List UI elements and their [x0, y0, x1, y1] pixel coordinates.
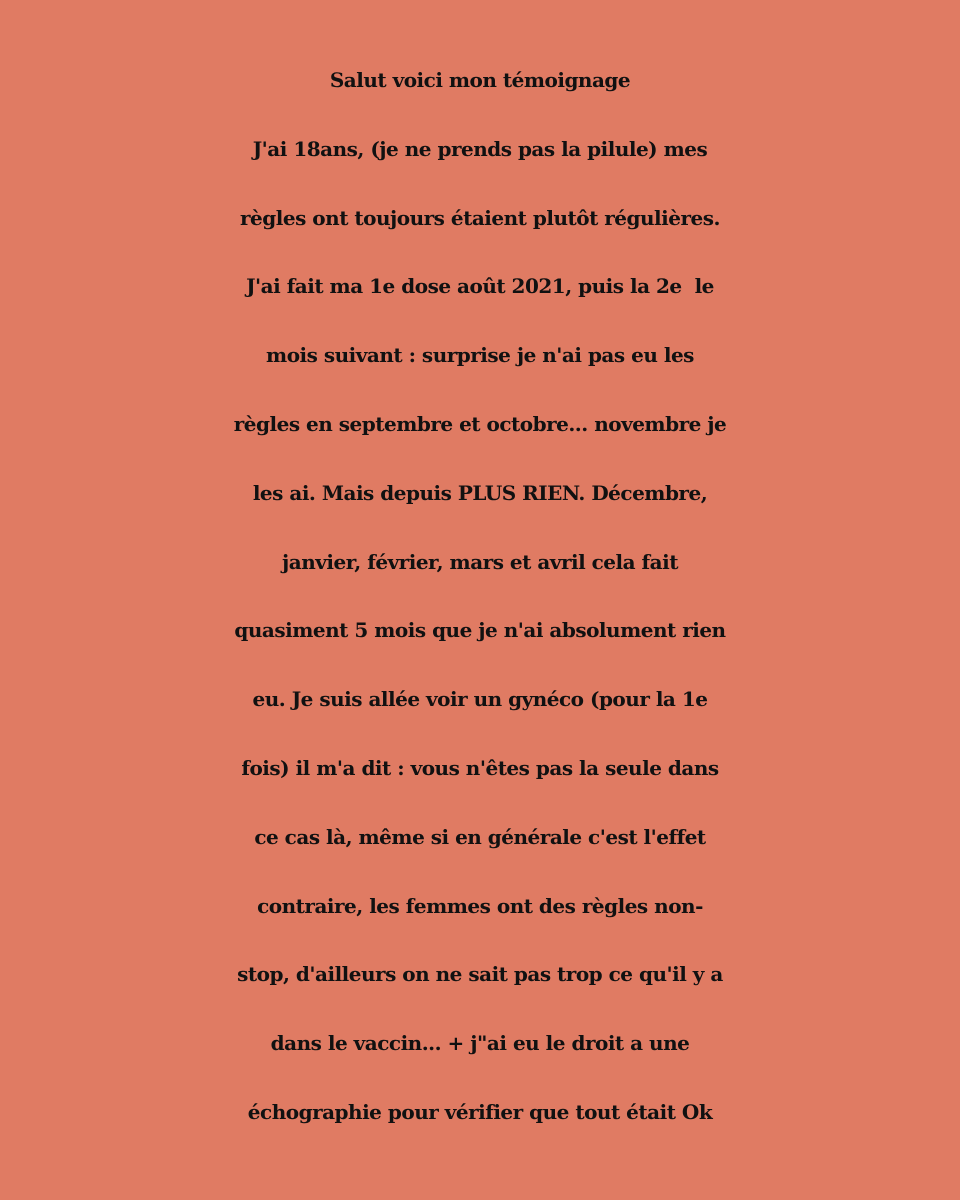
- testimony-line-5: mois suivant : surprise je n'ai pas eu les: [266, 343, 694, 368]
- testimony-line-16: échographie pour vérifier que tout était Ok: [247, 1099, 713, 1124]
- testimony-line-2: J'ai 18ans, (je ne prends pas la pilule) mes: [252, 136, 708, 161]
- testimony-text: [0, 46, 960, 1147]
- testimony-line-6: règles en septembre et octobre... novembre je: [233, 411, 727, 436]
- testimony-line-13: contraire, les femmes ont des règles non-: [257, 893, 703, 918]
- testimony-line-7: les ai. Mais depuis PLUS RIEN. Décembre,: [252, 480, 708, 505]
- testimony-line-10: eu. Je suis allée voir un gynéco (pour la 1e: [252, 687, 708, 712]
- testimony-line-9: quasiment 5 mois que je n'ai absolument rien: [234, 618, 726, 643]
- testimony-line-1: Salut voici mon témoignage: [329, 68, 631, 92]
- testimony-line-15: dans le vaccin... + j"ai eu le droit a une: [270, 1031, 690, 1056]
- testimony-line-8: janvier, février, mars et avril cela fait: [282, 549, 678, 574]
- testimony-line-11: fois) il m'a dit : vous n'êtes pas la seule dans: [241, 755, 719, 780]
- testimony-line-12: ce cas là, même si en générale c'est l'effet: [254, 824, 706, 849]
- testimony-line-4: J'ai fait ma 1e dose août 2021, puis la 2e le: [246, 274, 714, 299]
- testimony-line-14: stop, d'ailleurs on ne sait pas trop ce qu'il y a: [237, 962, 723, 987]
- testimony-line-3: règles ont toujours étaient plutôt régulières.: [240, 205, 720, 230]
